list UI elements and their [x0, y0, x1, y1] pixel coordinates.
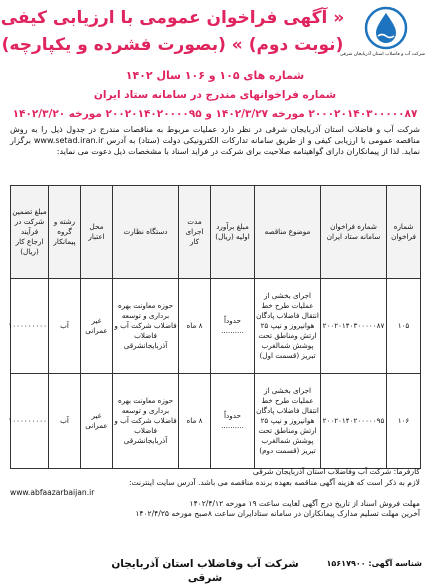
- cell-setad: ۲۰۰۲۰۱۴۰۳۰۰۰۰۰۸۷: [321, 279, 387, 374]
- col-header-guarantee: مبلغ تضمین شرکت در فرآیند ارجاع کار (ریال): [11, 186, 49, 279]
- col-header-credit: محل اعتبار: [81, 186, 113, 279]
- cell-estimate: حدوداً ..........: [211, 374, 255, 469]
- sale-deadline: مهلت فروش اسناد از تاریخ درج آگهی لغایت ساعت ۱۹ مورخه ۱۴۰۲/۴/۱۲: [189, 498, 420, 508]
- table-row: [11, 279, 421, 374]
- water-drop-icon: [364, 6, 408, 50]
- tender-numbers: شماره های ۱۰۵ و ۱۰۶ سال ۱۴۰۲: [125, 69, 305, 82]
- cell-supervision: حوزه معاونت بهره برداری و توسعه فاضلاب شرکت آب و فاضلاب آذربایجانشرقی: [113, 374, 179, 469]
- cell-field: آب: [49, 374, 81, 469]
- cost-note: لازم به ذکر است که هزینه آگهی مناقصه بعهده برنده مناقصه می باشد. آدرس سایت اینترنت:: [128, 477, 420, 487]
- ad-title-line2: (نوبت دوم) » (بصورت فشرده و یکپارچه): [1, 35, 344, 55]
- cell-guarantee: ۱۰۰۰۰۰۰۰۰۰: [11, 279, 49, 374]
- intro-paragraph: [10, 124, 420, 157]
- col-header-setad: شماره فراخوان سامانه ستاد ایران: [321, 186, 387, 279]
- cell-no: ۱۰۵: [387, 279, 421, 374]
- cell-no: ۱۰۶: [387, 374, 421, 469]
- cell-setad: ۲۰۰۲۰۱۴۰۲۰۰۰۰۰۹۵: [321, 374, 387, 469]
- cell-subject: اجرای بخشی از عملیات طرح خط انتقال فاضلاب پادگان هوانیروز و نیپ ۲۵ ارتش ومناطق تحت پوشش شمالغرب تبریز (قسمت اول): [255, 279, 321, 374]
- bottom-bar: [0, 553, 430, 584]
- col-header-subject: موضوع مناقصه: [255, 186, 321, 279]
- setad-reference-numbers: ۲۰۰۰۲۰۱۴۰۳۰۰۰۰۰۸۷ مورخه ۱۴۰۲/۳/۲۷ و ۲۰۰۲۰۱۴۰۲۰۰۰۰۹۵ مورخه ۱۴۰۲/۳/۲۰: [12, 108, 418, 120]
- table-header-row: [11, 186, 421, 279]
- ad-id: شناسه آگهی: ۱۵۶۱۷۹۰۰: [326, 559, 422, 568]
- cell-estimate: حدوداً ..........: [211, 279, 255, 374]
- cell-guarantee: ۱۰۰۰۰۰۰۰۰۰: [11, 374, 49, 469]
- cell-duration: ۸ ماه: [179, 374, 211, 469]
- footer-notes: [10, 467, 420, 520]
- setad-heading: شماره فراخوانهای مندرج در سامانه ستاد ایران: [93, 89, 337, 101]
- company-logo: [339, 6, 425, 58]
- cell-subject: اجرای بخشی از عملیات طرح خط انتقال فاضلاب پادگان هوانیروز و نیپ ۲۵ ارتش ومناطق تحت پوشش شمالغرب تبریز (قسمت دوم): [255, 374, 321, 469]
- employer-line: کارفرما: شرکت آب وفاضلاب استان آذربایجان شرقی: [252, 467, 420, 476]
- col-header-supervision: دستگاه نظارت: [113, 186, 179, 279]
- cell-credit: غیر عمرانی: [81, 374, 113, 469]
- col-header-estimate: مبلغ برآورد اولیه (ریال): [211, 186, 255, 279]
- col-header-no: شماره فراخوان: [387, 186, 421, 279]
- cell-supervision: حوزه معاونت بهره برداری و توسعه فاضلاب شرکت آب و فاضلاب آذربایجانشرقی: [113, 279, 179, 374]
- tenders-table: [10, 185, 421, 469]
- company-name-bottom: شرکت آب وفاضلاب استان آذربایجان شرقی: [111, 558, 299, 584]
- website-link[interactable]: www.abfaazarbaijan.ir: [10, 488, 95, 497]
- submission-deadline: آخرین مهلت تسلیم مدارک پیمانکاران در سامانه ستادایران ساعت ۸صبح مورخه ۱۴۰۲/۴/۲۵: [135, 509, 420, 518]
- cell-credit: غیر عمرانی: [81, 279, 113, 374]
- intro-text: شرکت آب و فاضلاب استان آذربایجان شرقی در نظر دارد عملیات مربوط به مناقصات مندرج در جدول ذیل را به روش مناقصه عمومی با ارزیابی کیفی و از طریق سامانه تدارکات الکترونیکی دولت (ستاد) به آدرس www.setad.iran.ir برگزار نماید. لذا از پیمانکاران دارای گواهینامه صلاحیت برای شرکت در فراید اسناد با مشخصات ذیل دعوت می نماید:: [10, 125, 420, 156]
- col-header-field: رشته و گروه پیمانکار: [49, 186, 81, 279]
- col-header-duration: مدت اجرای کار: [179, 186, 211, 279]
- ad-title-line1: « آگهی فراخوان عمومی با ارزیابی کیفی: [0, 8, 345, 28]
- cell-duration: ۸ ماه: [179, 279, 211, 374]
- table-row: [11, 374, 421, 469]
- cell-field: آب: [49, 279, 81, 374]
- logo-caption: شرکت آب و فاضلاب استان آذربایجان شرقی: [339, 52, 425, 57]
